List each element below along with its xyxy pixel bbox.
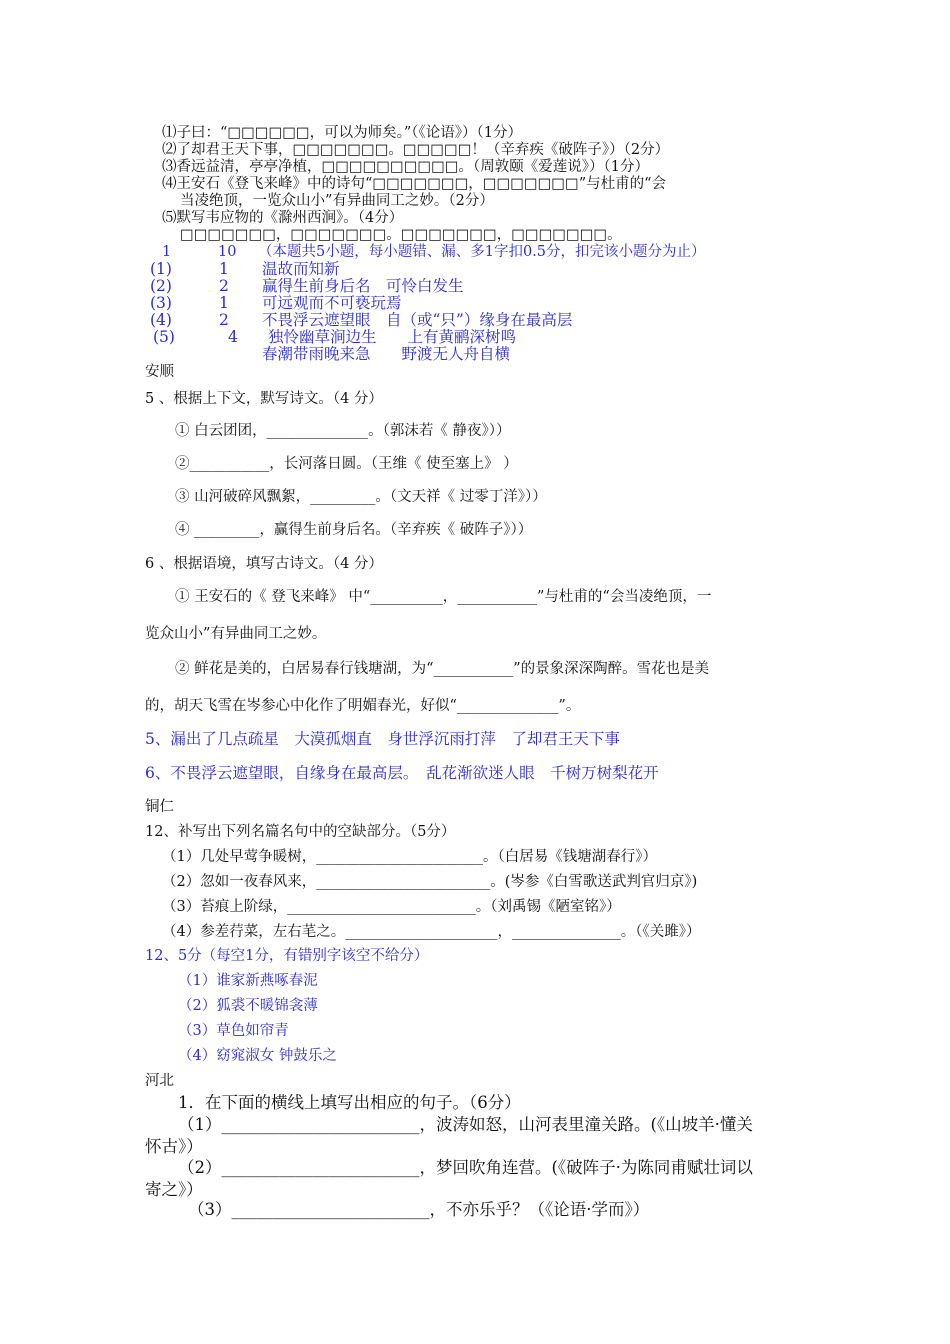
question-heading: 12、补写出下列名篇名句中的空缺部分。（5分） (145, 824, 456, 840)
answer-points: 1 (219, 294, 229, 312)
answer-line: （2）狐裘不暖锦衾薄 (178, 998, 318, 1014)
answer-number: (4) (150, 311, 172, 329)
answer-head-note: （本题共5小题，每小题错、漏、多1字扣0.5分，扣完该小题分为止） (258, 244, 706, 260)
answer-text: 春潮带雨晚来急 野渡无人舟自横 (262, 345, 511, 363)
answer-text: 温故而知新 (262, 260, 340, 278)
question-line: ① 白云团团，______________。（郭沫若《 静夜》）） (175, 423, 511, 439)
answer-text: 独怜幽草涧边生 上有黄鹂深树鸣 (268, 328, 517, 346)
answer-points: 2 (219, 277, 229, 295)
answer-heading: 12、5分（每空1分，有错别字该空不给分） (145, 948, 429, 964)
question-line: □□□□□□□，□□□□□□□。□□□□□□□，□□□□□□□。 (180, 227, 622, 243)
answer-head-points: 10 (218, 244, 237, 260)
answer-text: 不畏浮云遮望眼 自（或“只”）缘身在最高层 (262, 311, 573, 329)
answer-line: （3）草色如帘青 (178, 1023, 289, 1039)
question-line: 怀古》） (145, 1137, 203, 1156)
question-line: 当凌绝顶，一览众山小”有异曲同工之妙。（2分） (180, 193, 494, 209)
question-line: 寄之》） (145, 1180, 203, 1199)
answer-text: 赢得生前身后名 可怜白发生 (262, 277, 464, 295)
question-line: 的，胡天飞雪在岑参心中化作了明媚春光，好似“______________”。 (145, 698, 581, 714)
question-line: （2）忽如一夜春风来，________________________。(岑参《白雪歌送武判官归京》) (162, 874, 698, 890)
answer-number: (3) (150, 294, 172, 312)
question-heading: 5 、根据上下文，默写诗文。（4 分） (145, 391, 383, 407)
question-line: ②___________，长河落日圆。（王维《 使至塞上》 ） (175, 456, 518, 472)
answer-line: 6、不畏浮云遮望眼，自缘身在最高层。 乱花渐欲迷人眼 千树万树梨花开 (145, 764, 659, 782)
answer-line: 5、漏出了几点疏星 大漠孤烟直 身世浮沉雨打萍 了却君王天下事 (145, 730, 620, 748)
region-label: 安顺 (145, 364, 174, 380)
question-line: ⑶香远益清，亭亭净植，□□□□□□□□□□。（周敦颐《爱莲说》）（1分） (162, 159, 649, 175)
answer-head-number: 1 (162, 244, 172, 260)
question-line: ⑵了却君王天下事，□□□□□□□。□□□□□！（辛弃疾《破阵子》）（2分） (162, 142, 670, 158)
question-line: ⑸默写韦应物的《滁州西涧》。（4分） (162, 210, 404, 226)
question-heading: 1．在下面的横线上填写出相应的句子。（6分） (178, 1093, 521, 1112)
region-label: 河北 (145, 1073, 174, 1089)
question-line: ⑴子曰：“□□□□□□，可以为师矣。”（《论语》）（1分） (162, 125, 522, 141)
question-line: ⑷王安石《登飞来峰》中的诗句“□□□□□□□，□□□□□□□”与杜甫的“会 (162, 176, 667, 192)
question-line: ③ 山河破碎风飘絮，_________。（文天祥《 过零丁洋》）） (175, 489, 547, 505)
question-line: ① 王安石的《 登飞来峰》 中“__________，___________”与杜甫的“会当凌绝顶，一 (175, 589, 712, 605)
answer-line: （4）窈窕淑女 钟鼓乐之 (178, 1048, 337, 1064)
answer-number: (2) (150, 277, 172, 295)
answer-line: （1）谁家新燕啄春泥 (178, 973, 318, 989)
answer-points: 1 (219, 260, 229, 278)
answer-number: (1) (150, 260, 172, 278)
answer-points: 2 (219, 311, 229, 329)
question-line: （3）苔痕上阶绿，__________________________。（刘禹锡《陋室铭》） (162, 899, 621, 915)
answer-points: 4 (228, 328, 238, 346)
question-line: （1）________________________，波涛如怒，山河表里潼关路。(《山坡羊·懂关 (178, 1115, 753, 1134)
answer-number: (5) (153, 328, 175, 346)
question-line: （3）________________________，不亦乐乎？（《论语·学而》） (188, 1200, 650, 1219)
question-line: 览众山小”有异曲同工之妙。 (145, 626, 327, 642)
question-line: （4）参差荇菜，左右芼之。_____________________，_______________。（《关雎》） (162, 924, 701, 940)
question-line: （1）几处早莺争暖树，_______________________。（白居易《钱塘湖春行》） (162, 849, 657, 865)
question-line: （2）________________________，梦回吹角连营。(《破阵子·为陈同甫赋壮词以 (178, 1158, 753, 1177)
question-heading: 6 、根据语境，填写古诗文。（4 分） (145, 556, 383, 572)
question-line: ② 鲜花是美的，白居易春行钱塘湖，为“___________”的景象深深陶醉。雪花也是美 (175, 661, 710, 677)
answer-text: 可远观而不可亵玩焉 (262, 294, 402, 312)
region-label: 铜仁 (145, 799, 174, 815)
question-line: ④ _________，赢得生前身后名。（辛弃疾《 破阵子》）） (175, 522, 533, 538)
